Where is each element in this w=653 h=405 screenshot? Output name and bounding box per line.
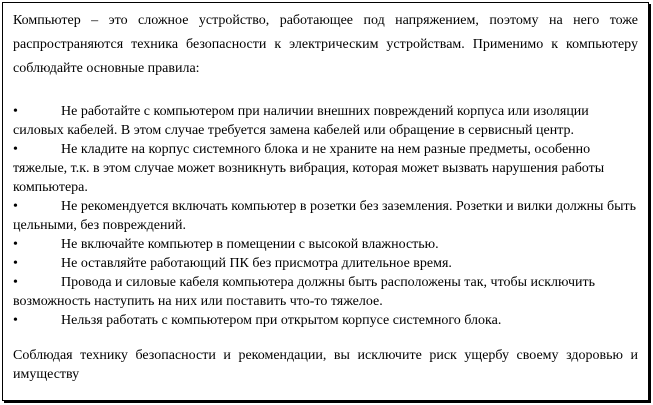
- rule-item-6: [13, 273, 638, 311]
- rule-item-4: [13, 235, 638, 254]
- rules-list: [13, 102, 638, 330]
- bullet-icon: •: [13, 237, 18, 252]
- bullet-icon: •: [13, 142, 18, 157]
- rule-text: Не кладите на корпус системного блока и не храните на нем разные предметы, особенно тяжелые, т.к. в этом случае может возникнуть вибрация, которая может вызвать нарушения работы компьютера.: [13, 142, 605, 195]
- rule-item-7: [13, 311, 638, 330]
- rule-text: Провода и силовые кабеля компьютера должны быть расположены так, чтобы исключить возможность наступить на них или поставить что-то тяжелое.: [13, 275, 596, 309]
- outro-paragraph: Соблюдая технику безопасности и рекомендации, вы исключите риск ущербу своему здоровью и имуществу: [13, 348, 638, 382]
- bullet-icon: •: [13, 256, 18, 271]
- rule-item-5: [13, 254, 638, 273]
- rule-text: Не оставляйте работающий ПК без присмотра длительное время.: [61, 256, 452, 271]
- bullet-icon: •: [13, 275, 18, 290]
- intro-paragraph: Компьютер – это сложное устройство, работающее под напряжением, поэтому на него тоже распространяются техника безопасности к электрическим устройствам. Применимо к компьютеру соблюдайте основные правила:: [13, 13, 638, 76]
- rule-text: Не рекомендуется включать компьютер в розетки без заземления. Розетки и вилки должны быть цельными, без повреждений.: [13, 199, 636, 233]
- rule-text: Нельзя работать с компьютером при открытом корпусе системного блока.: [61, 313, 502, 328]
- bullet-icon: •: [13, 313, 18, 328]
- spacer: [13, 330, 638, 346]
- spacer: [13, 81, 638, 102]
- rule-text: Не работайте с компьютером при наличии внешних повреждений корпуса или изоляции силовых кабелей. В этом случае требуется замена кабелей или обращение в сервисный центр.: [13, 104, 589, 138]
- bullet-icon: •: [13, 199, 18, 214]
- rule-item-3: [13, 197, 638, 235]
- bullet-icon: •: [13, 104, 18, 119]
- text-box: [2, 2, 649, 401]
- rule-item-2: [13, 140, 638, 197]
- rule-item-1: [13, 102, 638, 140]
- rule-text: Не включайте компьютер в помещении с высокой влажностью.: [61, 237, 439, 252]
